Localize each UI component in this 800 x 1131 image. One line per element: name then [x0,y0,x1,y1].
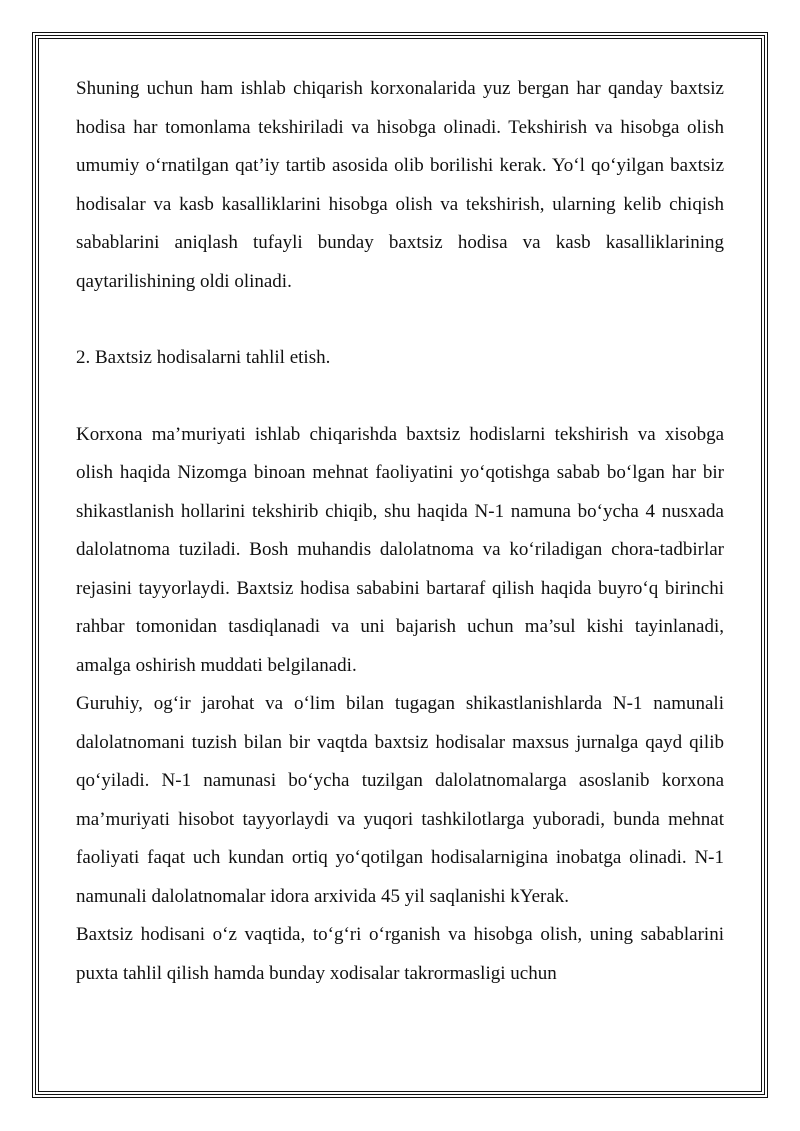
document-body [76,70,724,993]
paragraph-administration: Korxona ma’muriyati ishlab chiqarishda baxtsiz hodislarni tekshirish va xisobga olish haqida Nizomga binoan mehnat faoliyatini yo‘qotishga sabab bo‘lgan har bir shikastlanish hollarini tekshirib chiqib, shu haqida N-1 namuna bo‘ycha 4 nusxada dalolatnoma tuziladi. Bosh muhandis dalolatnoma va ko‘riladigan chora-tadbirlar rejasini tayyorlaydi. Baxtsiz hodisa sababini bartaraf qilish haqida buyro‘q birinchi rahbar tomonidan tasdiqlanadi va uni bajarish uchun ma’sul kishi tayinlanadi, amalga oshirish muddati belgilanadi. [76,423,724,676]
paragraph-intro: Shuning uchun ham ishlab chiqarish korxonalarida yuz bergan har qanday baxtsiz hodisa har tomonlama tekshiriladi va hisobga olinadi. Tekshirish va hisobga olish umumiy o‘rnatilgan qat’iy tartib asosida olib borilishi kerak. Yo‘l qo‘yilgan baxtsiz hodisalar va kasb kasalliklarini hisobga olish va tekshirish, ularning kelib chiqish sabablarini aniqlash tufayli bunday baxtsiz hodisa va kasb kasalliklarining qaytarilishining oldi olinadi. [76,78,724,292]
section-heading: 2. Baxtsiz hodisalarni tahlil etish. [76,347,331,368]
paragraph-group-injuries: Guruhiy, og‘ir jarohat va o‘lim bilan tugagan shikastlanishlarda N-1 namunali dalolatnomani tuzish bilan bir vaqtda baxtsiz hodisalar maxsus jurnalga qayd qilib qo‘yiladi. N-1 namunasi bo‘ycha tuzilgan dalolatnomalarga asoslanib korxona ma’muriyati hisobot tayyorlaydi va yuqori tashkilotlarga yuboradi, bunda mehnat faoliyati faqat uch kundan ortiq yo‘qotilgan hodisalarnigina inobatga olinadi. N-1 namunali dalolatnomalar idora arxivida 45 yil saqlanishi kYerak. [76,693,724,907]
paragraph-analysis: Baxtsiz hodisani o‘z vaqtida, to‘g‘ri o‘rganish va hisobga olish, uning sabablarini puxta tahlil qilish hamda bunday xodisalar takrormasligi uchun [76,924,724,984]
